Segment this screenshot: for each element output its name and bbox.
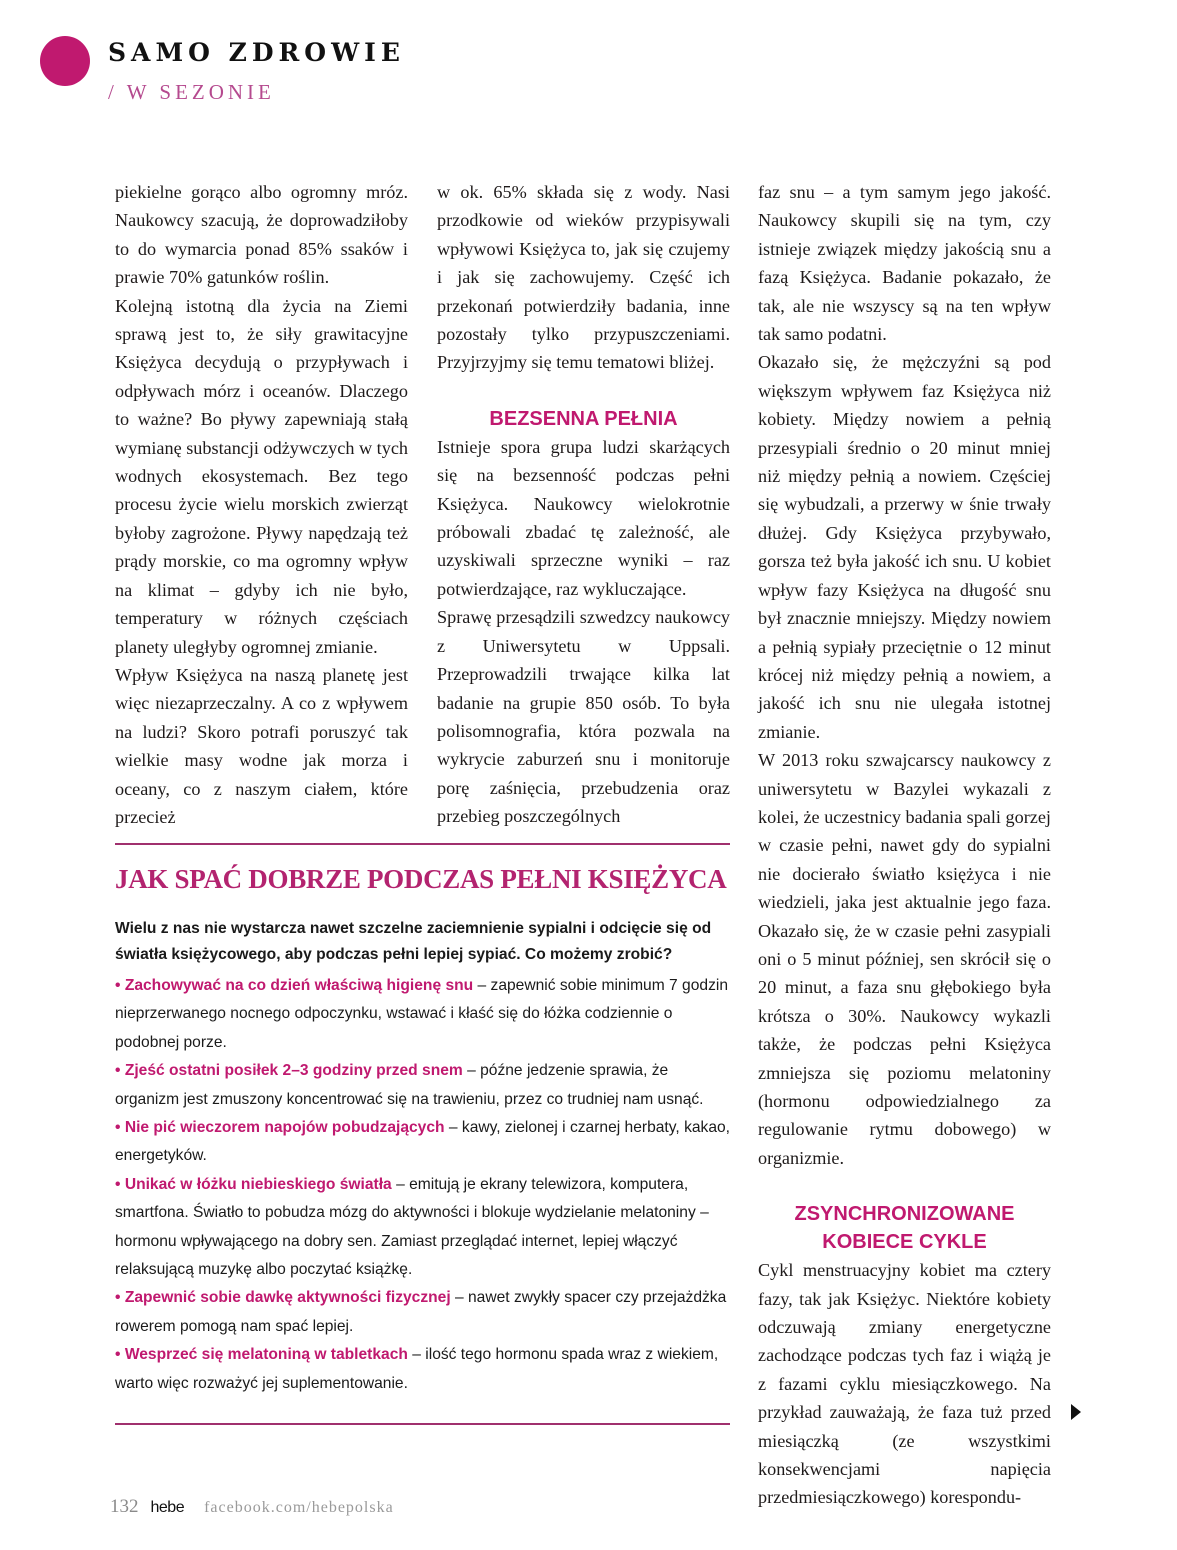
paragraph: Wpływ Księżyca na naszą planetę jest więc niezaprzeczalny. A co z wpływem na ludzi? Skoro potrafi poruszyć tak wielkie masy wodne jak morza i oceany, co z naszym ciałem, które przecież <box>115 664 408 827</box>
tip-lead: Wesprzeć się melatoniną w tabletkach <box>124 1346 408 1364</box>
bullet-icon: • <box>115 1175 121 1193</box>
triangle-right-icon <box>1071 1404 1081 1420</box>
paragraph: Kolejną istotną dla życia na Ziemi sprawą jest to, że siły grawitacyjne Księżyca decydują o przypływach i odpływach mórz i oceanów. Dlaczego to ważne? Bo pływy zapewniają stałą wymianę substancji odżywczych w tych wodnych ekosystemach. Bez tego procesu życie wielu morskich zwierząt byłoby zagrożone. Pływy napędzają też prądy morskie, co ma ogromny wpływ na klimat – gdyby ich nie było, temperatury w różnych częściach planety uległyby ogromnej zmianie. <box>115 295 408 657</box>
article-column-2 <box>437 178 730 831</box>
tip-lead: Zjeść ostatni posiłek 2–3 godziny przed snem <box>124 1062 463 1080</box>
section-subtitle: / W SEZONIE <box>108 80 275 104</box>
bullet-icon: • <box>115 1346 121 1364</box>
page-footer <box>110 1496 394 1518</box>
paragraph: Okazało się, że mężczyźni są pod większym wpływem faz Księżyca niż kobiety. Między nowiem a pełnią przesypiali średnio o 20 minut mniej niż między pełnią a nowiem. Częściej się wybudzali, a przerwy w śnie trwały dłużej. Gdy Księżyca przybywało, gorsza też była jakość ich snu. U kobiet wpływ fazy Księżyca na długość snu był znacznie mniejszy. Między nowiem a pełnią sypiały przeciętnie o 12 minut krócej niż między pełnią a nowiem, a jakość ich snu nie ulegała istotnej zmianie. <box>758 352 1051 742</box>
brand-logo: hebe <box>150 1499 185 1516</box>
tip-lead: Zapewnić sobie dawkę aktywności fizycznej <box>124 1289 451 1307</box>
article-column-3 <box>758 178 1051 1512</box>
facebook-link[interactable]: facebook.com/hebepolska <box>204 1499 394 1516</box>
tip-box-title: JAK SPAĆ DOBRZE PODCZAS PEŁNI KSIĘŻYCA <box>115 864 727 894</box>
bullet-icon: • <box>115 977 121 994</box>
tip-text: – ilość tego hormonu spada wraz z wiekiem, warto więc rozważyć jej suplementowanie. <box>115 1346 719 1392</box>
section-title: SAMO ZDROWIE <box>108 38 405 67</box>
tip-text: – nawet zwykły spacer czy przejażdżka rowerem pomogą nam spać lepiej. <box>115 1289 727 1335</box>
tip-item <box>115 1114 731 1171</box>
paragraph: Istnieje spora grupa ludzi skarżących się na bezsenność podczas pełni Księżyca. Naukowcy wielokrotnie próbowali zbadać tę zależność, ale uzyskiwali sprzeczne wyniki – raz potwierdzające, raz wykluczające. <box>437 436 730 599</box>
tip-text: – emitują je ekrany telewizora, komputera, smartfona. Światło to pobudza mózg do aktywności i blokuje wydzielanie melatoniny – hormonu wpływającego na dobry sen. Zamiast przeglądać internet, lepiej włączyć relaksującą muzykę albo poczytać książkę. <box>115 1175 709 1279</box>
paragraph: faz snu – a tym samym jego jakość. Naukowcy skupili się na tym, czy istnieje związek między jakością snu a fazą Księżyca. Badanie pokazało, że tak, ale nie wszyscy są na ten wpływ tak samo podatni. <box>758 182 1051 345</box>
tip-lead: Unikać w łóżku niebieskiego światła <box>124 1175 392 1193</box>
subheading-line-1: ZSYNCHRONIZOWANE <box>794 1203 1015 1226</box>
tip-text: – późne jedzenie sprawia, że organizm jest zmuszony koncentrować się na trawieniu, przez co trudniej nam usnąć. <box>115 1062 704 1108</box>
box-bottom-rule <box>115 1423 730 1425</box>
subheading-line-2: KOBIECE CYKLE <box>822 1231 987 1254</box>
tip-text: – zapewnić sobie minimum 7 godzin nieprzerwanego nocnego odpoczynku, wstawać i kłaść się do łóżka codziennie o podobnej porze. <box>115 977 729 1051</box>
paragraph: W 2013 roku szwajcarscy naukowcy z uniwersytetu w Bazylei wykazali z kolei, że uczestnicy badania spali gorzej w czasie pełni, nawet gdy do sypialni nie docierało światło księżyca i nie wiedzieli, jaka jest aktualnie jego faza. Okazało się, że w czasie pełni zasypiali oni o 5 minut później, sen skrócił się o 20 minut, a faza snu głębokiego była krótsza o 30%. Naukowcy wykazli także, że podczas pełni Księżyca zmniejsza się poziomu melatoniny (hormonu odpowiedzialnego za regulowanie rytmu dobowego) w organizmie. <box>758 750 1051 1168</box>
subheading-bezsenna-pelnia: BEZSENNA PEŁNIA <box>489 407 678 430</box>
paragraph: Sprawę przesądzili szwedzcy naukowcy z Uniwersytetu w Uppsali. Przeprowadzili trwające kilka lat badanie na grupie 850 osób. To była polisomnografia, która pozwala na wykrycie zaburzeń snu i monitoruje porę zaśnięcia, przebudzenia oraz przebieg poszczególnych <box>437 607 730 827</box>
section-marker-circle <box>40 36 90 86</box>
box-top-rule <box>115 843 730 845</box>
article-column-1 <box>115 178 408 831</box>
bullet-icon: • <box>115 1119 121 1137</box>
tip-item <box>115 1171 731 1285</box>
subheading-zsynchronizowane-cykle <box>758 1200 1051 1256</box>
paragraph: piekielne gorąco albo ogromny mróz. Naukowcy szacują, że doprowadziłoby to do wymarcia ponad 85% ssaków i prawie 70% gatunków roślin. <box>115 182 408 288</box>
tip-text: – kawy, zielonej i czarnej herbaty, kakao, energetyków. <box>115 1119 731 1165</box>
tip-lead: Zachowywać na co dzień właściwą higienę snu <box>124 977 474 994</box>
tip-lead: Nie pić wieczorem napojów pobudzających <box>124 1119 445 1137</box>
tip-item <box>115 1284 731 1341</box>
tip-item <box>115 1341 731 1398</box>
tip-list <box>115 972 731 1398</box>
page-number: 132 <box>110 1496 139 1517</box>
tip-item <box>115 972 731 1057</box>
paragraph: Cykl menstruacyjny kobiet ma cztery fazy, tak jak Księżyc. Niektóre kobiety odczuwają zmiany energetyczne zachodzące podczas tych faz i wiążą je z fazami cyklu miesiączkowego. Na przykład zauważają, że faza tuż przed miesiączką (ze wszystkimi konsekwencjami napięcia przedmiesiączkowego) korespondu- <box>758 1260 1051 1508</box>
tip-item <box>115 1057 731 1114</box>
bullet-icon: • <box>115 1289 121 1307</box>
bullet-icon: • <box>115 1062 121 1080</box>
tip-box-intro: Wielu z nas nie wystarcza nawet szczelne zaciemnienie sypialni i odcięcie się od światła księżycowego, aby podczas pełni lepiej sypiać. Co możemy zrobić? <box>115 920 712 963</box>
paragraph: w ok. 65% składa się z wody. Nasi przodkowie od wieków przypisywali wpływowi Księżyca to, jak się czujemy i jak się zachowujemy. Część ich przekonań potwierdziły badania, inne pozostały tylko przypuszczeniami. Przyjrzyjmy się temu tematowi bliżej. <box>437 182 730 373</box>
